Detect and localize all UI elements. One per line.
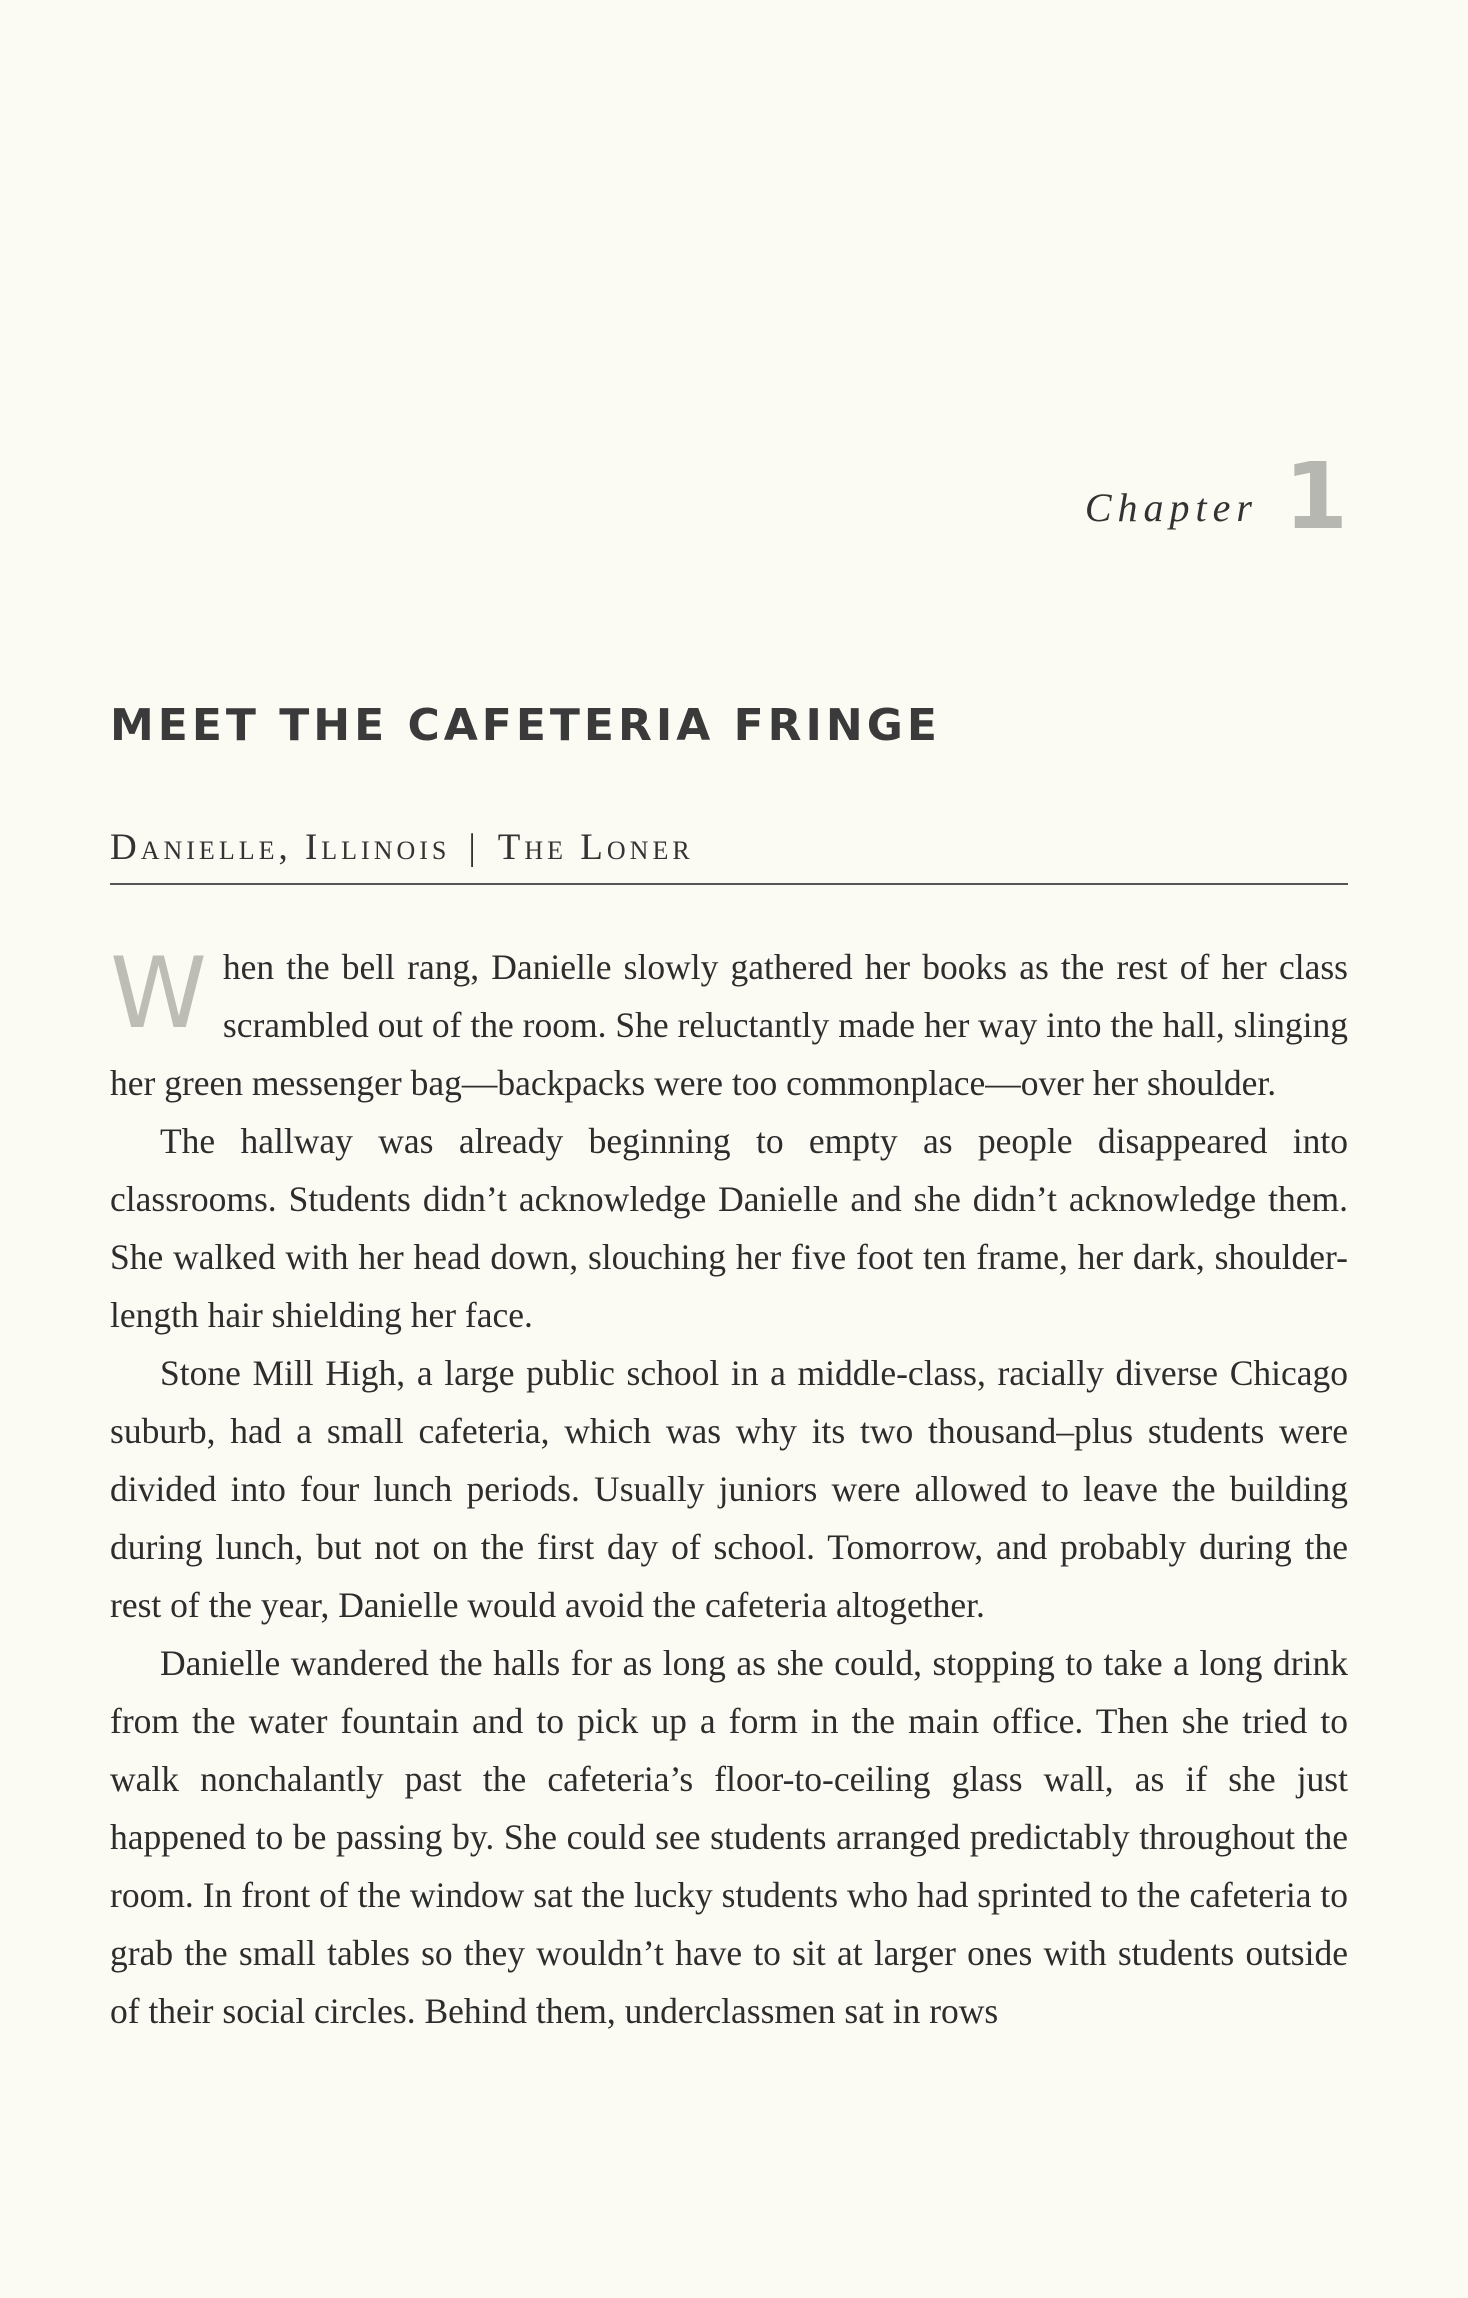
paragraph-3: Stone Mill High, a large public school in a middle-class, racially diverse Chicago suburb, had a small cafeteria, which was why its two thousand–plus students were divided into four lunch periods. Usually juniors were allowed to leave the building during lunch, but not on the first day of school. Tomorrow, and probably during the rest of the year, Danielle would avoid the cafeteria altogether.: [110, 1353, 1348, 1625]
paragraph-1-text: hen the bell rang, Danielle slowly gathered her books as the rest of her class scrambled out of the room. She reluctantly made her way into the hall, slinging her green messenger bag—backpacks were too commonplace—over her shoulder.: [110, 947, 1348, 1103]
paragraph-1: [110, 938, 1348, 1112]
section-heading: [110, 826, 1348, 885]
section-name: Danielle, Illinois: [110, 827, 451, 868]
chapter-word: Chapter: [1084, 484, 1258, 530]
paragraph-4: Danielle wandered the halls for as long as she could, stopping to take a long drink from the water fountain and to pick up a form in the main office. Then she tried to walk nonchalantly past the cafeteria’s floor-to-ceiling glass wall, as if she just happened to be passing by. She could see students arranged predictably throughout the room. In front of the window sat the lucky students who had sprinted to the cafeteria to grab the small tables so they wouldn’t have to sit at larger ones with students outside of their social circles. Behind them, underclassmen sat in rows: [110, 1643, 1348, 2031]
drop-cap: W: [110, 937, 207, 1051]
chapter-number: 1: [1283, 443, 1348, 550]
paragraph-2: The hallway was already beginning to empty as people disappeared into classrooms. Students didn’t acknowledge Danielle and she didn’t acknowledge them. She walked with her head down, slouching her five foot ten frame, her dark, shoulder-length hair shielding her face.: [110, 1121, 1348, 1335]
chapter-title: MEET THE CAFETERIA FRINGE: [110, 700, 941, 751]
section-separator: |: [468, 827, 480, 868]
body-text: [110, 938, 1348, 2040]
section-role: The Loner: [497, 827, 694, 868]
chapter-heading: [1084, 443, 1348, 550]
